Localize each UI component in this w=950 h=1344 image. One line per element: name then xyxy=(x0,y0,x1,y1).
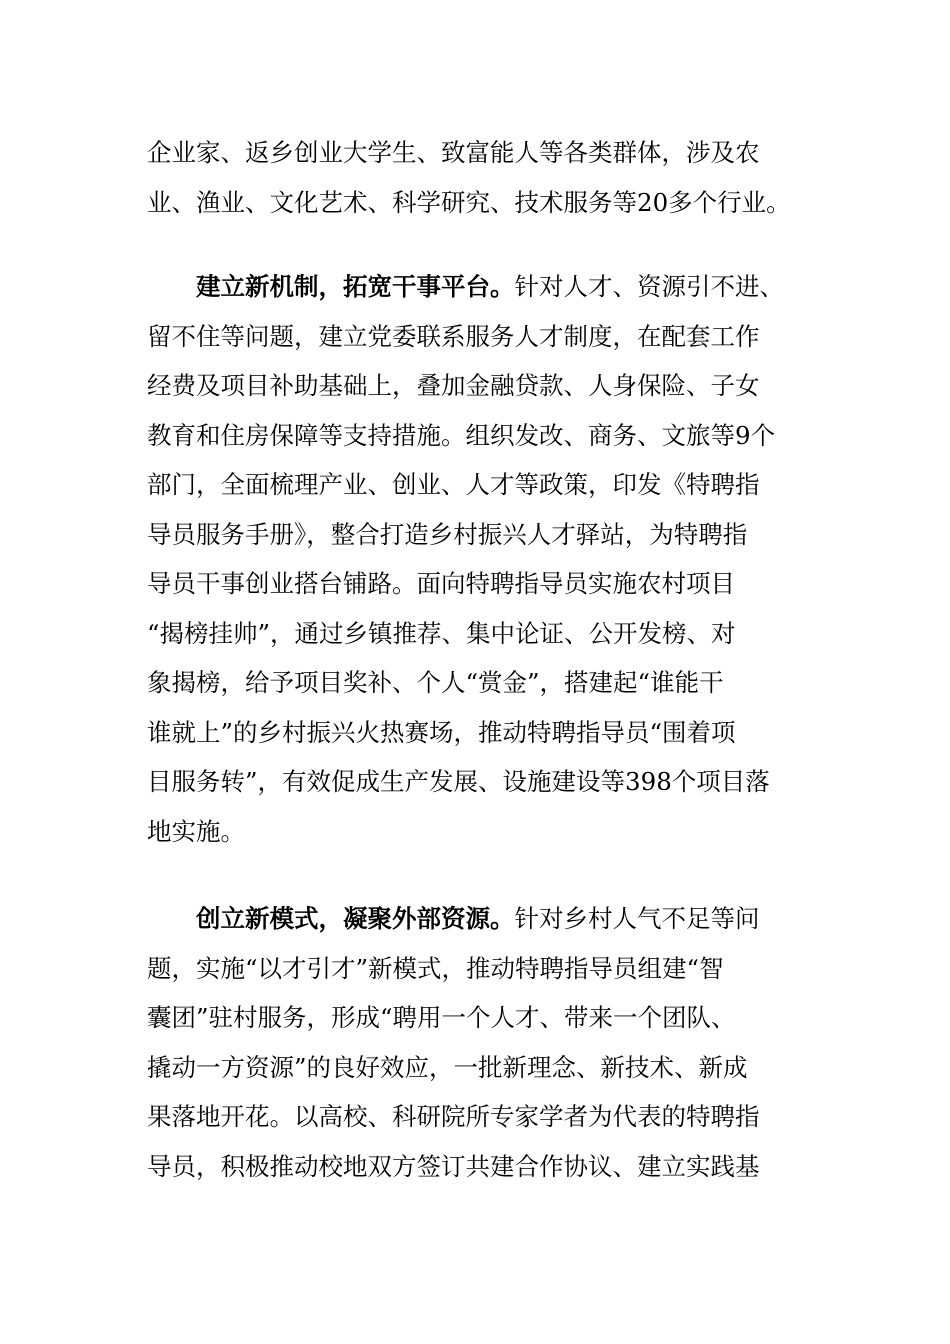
paragraph-line: 导员，积极推动校地双方签订共建合作协议、建立实践基 xyxy=(147,1151,760,1181)
paragraph-line: 导员服务手册》，整合打造乡村振兴人才驿站，为特聘指 xyxy=(147,519,748,549)
paragraph-line: 教育和住房保障等支持措施。组织发改、商务、文旅等9个 xyxy=(147,420,776,450)
paragraph-line: 业、渔业、文化艺术、科学研究、技术服务等20多个行业。 xyxy=(147,187,791,217)
paragraph-line: “揭榜挂帅”，通过乡镇推荐、集中论证、公开发榜、对 xyxy=(147,618,736,648)
paragraph-line: 部门，全面梳理产业、创业、人才等政策，印发《特聘指 xyxy=(147,470,760,499)
section-heading: 创立新模式，凝聚外部资源。 xyxy=(196,904,515,933)
paragraph-first-line xyxy=(147,894,807,944)
paragraph-3 xyxy=(147,894,807,1191)
paragraph-line: 目服务转”，有效促成生产发展、设施建设等398个项目落 xyxy=(147,767,770,796)
paragraph-line: 果落地开花。以高校、科研院所专家学者为代表的特聘指 xyxy=(147,1102,760,1131)
paragraph-line: 地实施。 xyxy=(147,816,245,846)
paragraph-line: 撬动一方资源”的良好效应，一批新理念、新技术、新成 xyxy=(147,1052,748,1082)
paragraph-line: 留不住等问题，建立党委联系服务人才制度，在配套工作 xyxy=(147,321,760,351)
paragraph-line: 经费及项目补助基础上，叠加金融贷款、人身保险、子女 xyxy=(147,371,760,400)
paragraph-line: 企业家、返乡创业大学生、致富能人等各类群体，涉及农 xyxy=(147,138,760,167)
section-heading: 建立新机制，拓宽干事平台。 xyxy=(196,272,515,301)
paragraph-text: 针对人才、资源引不进、 xyxy=(514,272,784,301)
paragraph-line: 导员干事创业搭台铺路。面向特聘指导员实施农村项目 xyxy=(147,569,735,598)
paragraph-line: 谁就上”的乡村振兴火热赛场，推动特聘指导员“围着项 xyxy=(147,717,736,747)
paragraph-2 xyxy=(147,262,807,856)
paragraph-first-line xyxy=(147,262,807,312)
paragraph-line: 象揭榜，给予项目奖补、个人“赏金”，搭建起“谁能干 xyxy=(147,668,724,697)
paragraph-line: 囊团”驻村服务，形成“聘用一个人才、带来一个团队、 xyxy=(147,1003,736,1032)
paragraph-line: 题，实施“以才引才”新模式，推动特聘指导员组建“智 xyxy=(147,953,724,983)
paragraph-1 xyxy=(147,128,807,227)
paragraph-text: 针对乡村人气不足等问 xyxy=(514,904,760,933)
